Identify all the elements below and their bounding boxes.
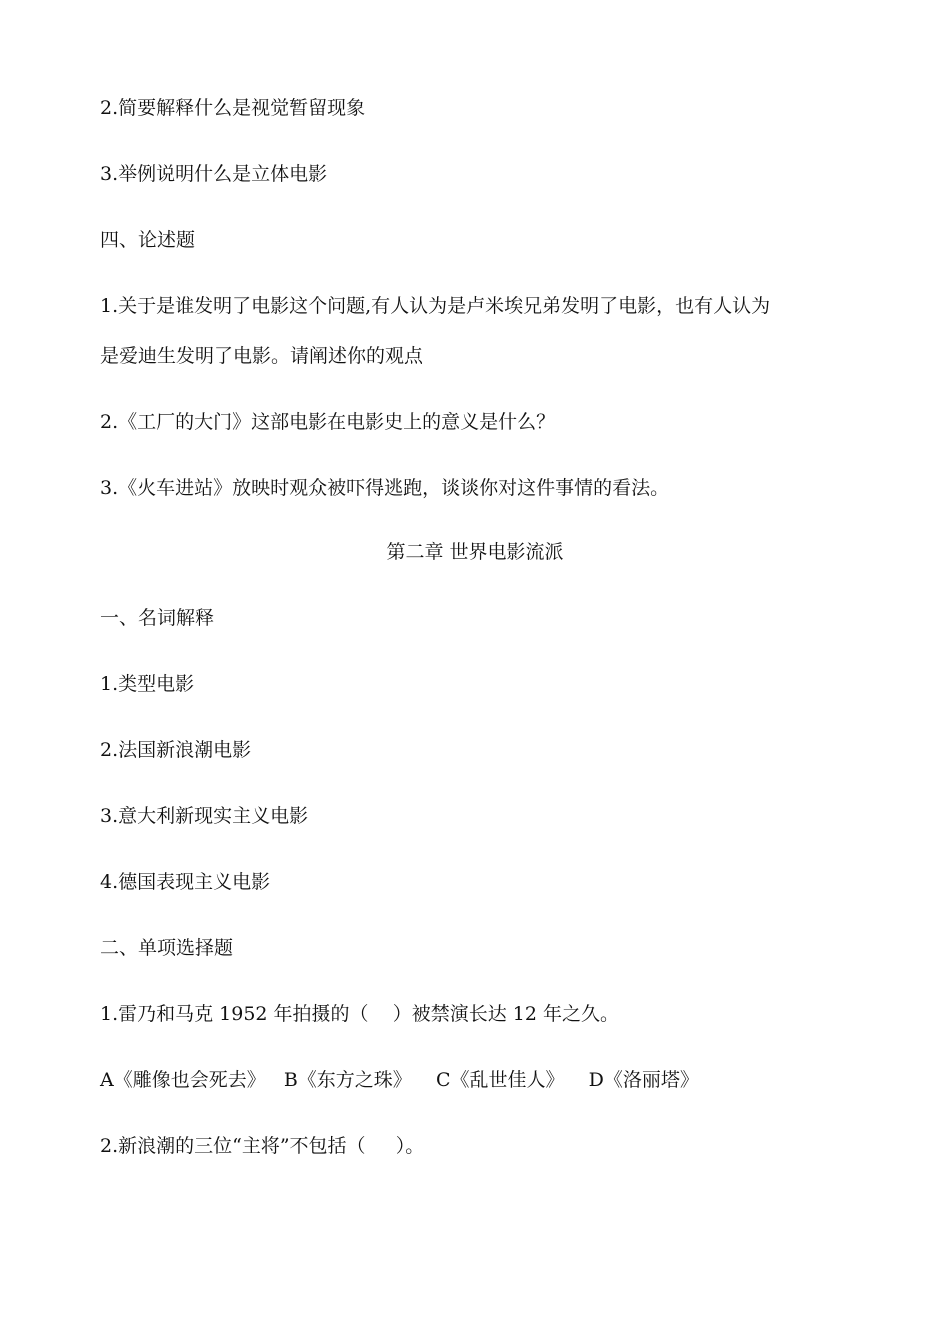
choice-question-1: 1.雷乃和马克 1952 年拍摄的（ ）被禁演长达 12 年之久。 [100,1003,619,1025]
essay-question-3: 3.《火车进站》放映时观众被吓得逃跑，谈谈你对这件事情的看法。 [100,477,670,499]
terms-section-heading: 一、名词解释 [100,607,215,629]
choice-question-2: 2.新浪潮的三位“主将”不包括（ ）。 [100,1135,425,1157]
term-item: 3.意大利新现实主义电影 [100,805,309,827]
chapter-title: 第二章 世界电影流派 [386,541,564,563]
short-answer-question-3: 3.举例说明什么是立体电影 [100,163,328,185]
essay-question-1-line-2: 是爱迪生发明了电影。请阐述你的观点 [100,345,424,367]
term-item: 1.类型电影 [100,673,195,695]
choice-question-1-options: A《雕像也会死去》 B《东方之珠》 C《乱世佳人》 D《洛丽塔》 [100,1069,699,1091]
short-answer-question-2: 2.简要解释什么是视觉暂留现象 [100,97,366,119]
term-item: 4.德国表现主义电影 [100,871,271,893]
choice-section-heading: 二、单项选择题 [100,937,234,959]
essay-section-heading: 四、论述题 [100,229,196,251]
essay-question-1-line-1: 1.关于是谁发明了电影这个问题,有人认为是卢米埃兄弟发明了电影，也有人认为 [100,295,771,317]
term-item: 2.法国新浪潮电影 [100,739,252,761]
essay-question-2: 2.《工厂的大门》这部电影在电影史上的意义是什么？ [100,411,556,433]
